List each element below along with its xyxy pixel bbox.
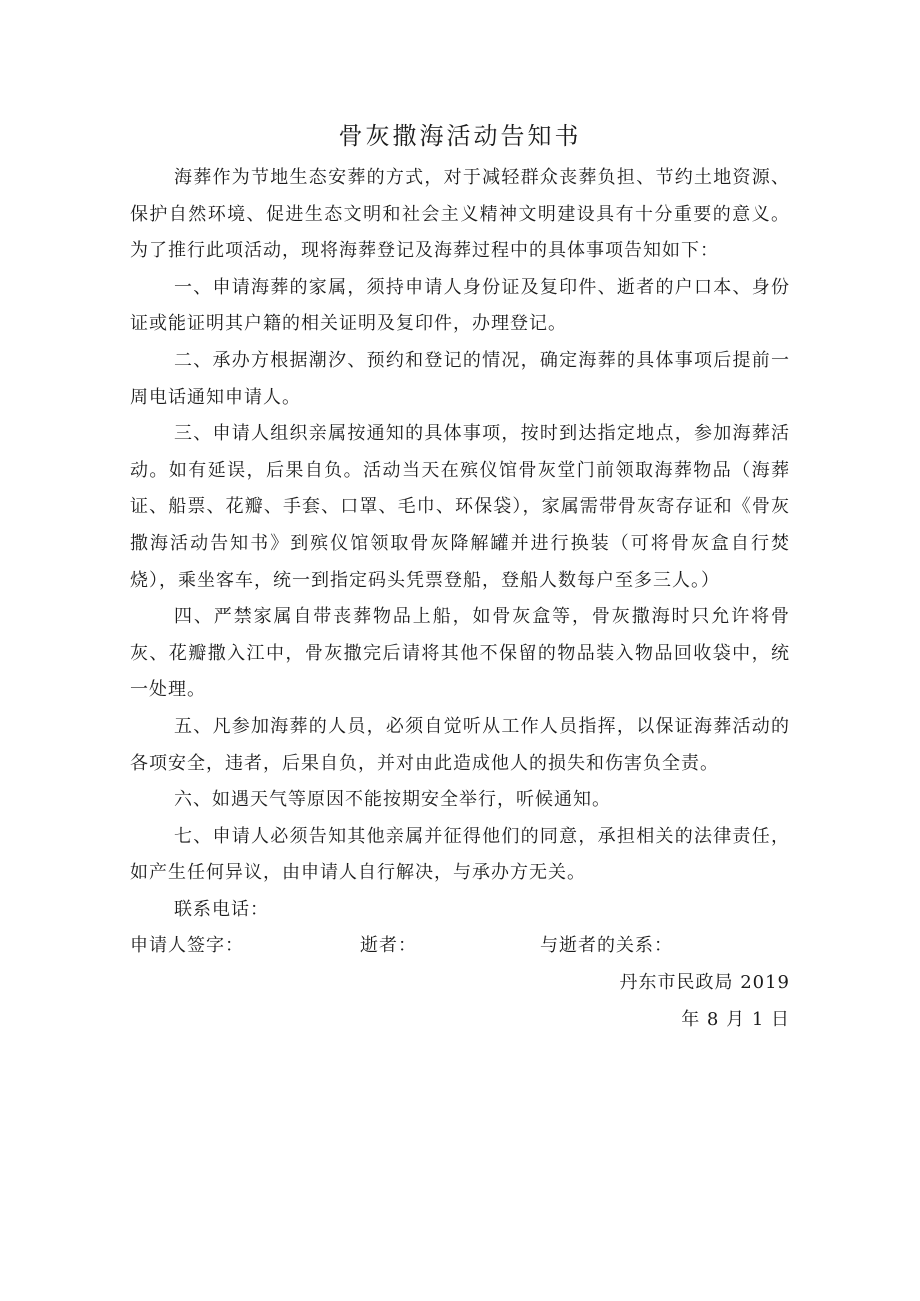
clause-7: 七、申请人必须告知其他亲属并征得他们的同意，承担相关的法律责任，如产生任何异议，由申请人自行解决，与承办方无关。 xyxy=(130,825,790,884)
applicant-signature-label: 申请人签字： xyxy=(130,935,244,957)
document-body xyxy=(130,160,790,1039)
signature-row xyxy=(130,928,790,965)
clause-6: 六、如遇天气等原因不能按期安全举行，听候通知。 xyxy=(174,789,611,811)
issue-date: 年 8 月 1 日 xyxy=(681,1009,790,1031)
document-title: 骨灰撒海活动告知书 xyxy=(338,122,582,150)
relation-label: 与逝者的关系： xyxy=(540,935,673,957)
deceased-label: 逝者： xyxy=(360,935,417,957)
clause-1: 一、申请海葬的家属，须持申请人身份证及复印件、逝者的户口本、身份证或能证明其户籍的相关证明及复印件，办理登记。 xyxy=(130,276,790,335)
issuer-name: 丹东市民政局 2019 xyxy=(619,972,790,994)
clause-4: 四、严禁家属自带丧葬物品上船，如骨灰盒等，骨灰撒海时只允许将骨灰、花瓣撒入江中，骨灰撒完后请将其他不保留的物品装入物品回收袋中，统一处理。 xyxy=(130,606,790,701)
clause-2: 二、承办方根据潮汐、预约和登记的情况，确定海葬的具体事项后提前一周电话通知申请人。 xyxy=(130,349,790,408)
clause-3: 三、申请人组织亲属按通知的具体事项，按时到达指定地点，参加海葬活动。如有延误，后果自负。活动当天在殡仪馆骨灰堂门前领取海葬物品（海葬证、船票、花瓣、手套、口罩、毛巾、环保袋），家属需带骨灰寄存证和《骨灰撒海活动告知书》到殡仪馆领取骨灰降解罐并进行换装（可将骨灰盒自行焚烧），乘坐客车，统一到指定码头凭票登船，登船人数每户至多三人。） xyxy=(130,423,790,591)
clause-5: 五、凡参加海葬的人员，必须自觉听从工作人员指挥，以保证海葬活动的各项安全，违者，后果自负，并对由此造成他人的损失和伤害负全责。 xyxy=(130,715,790,774)
contact-phone-label: 联系电话： xyxy=(174,898,269,920)
intro-paragraph: 海葬作为节地生态安葬的方式，对于减轻群众丧葬负担、节约土地资源、保护自然环境、促进生态文明和社会主义精神文明建设具有十分重要的意义。为了推行此项活动，现将海葬登记及海葬过程中的具体事项告知如下： xyxy=(130,167,790,262)
issuer-block xyxy=(130,965,790,1038)
